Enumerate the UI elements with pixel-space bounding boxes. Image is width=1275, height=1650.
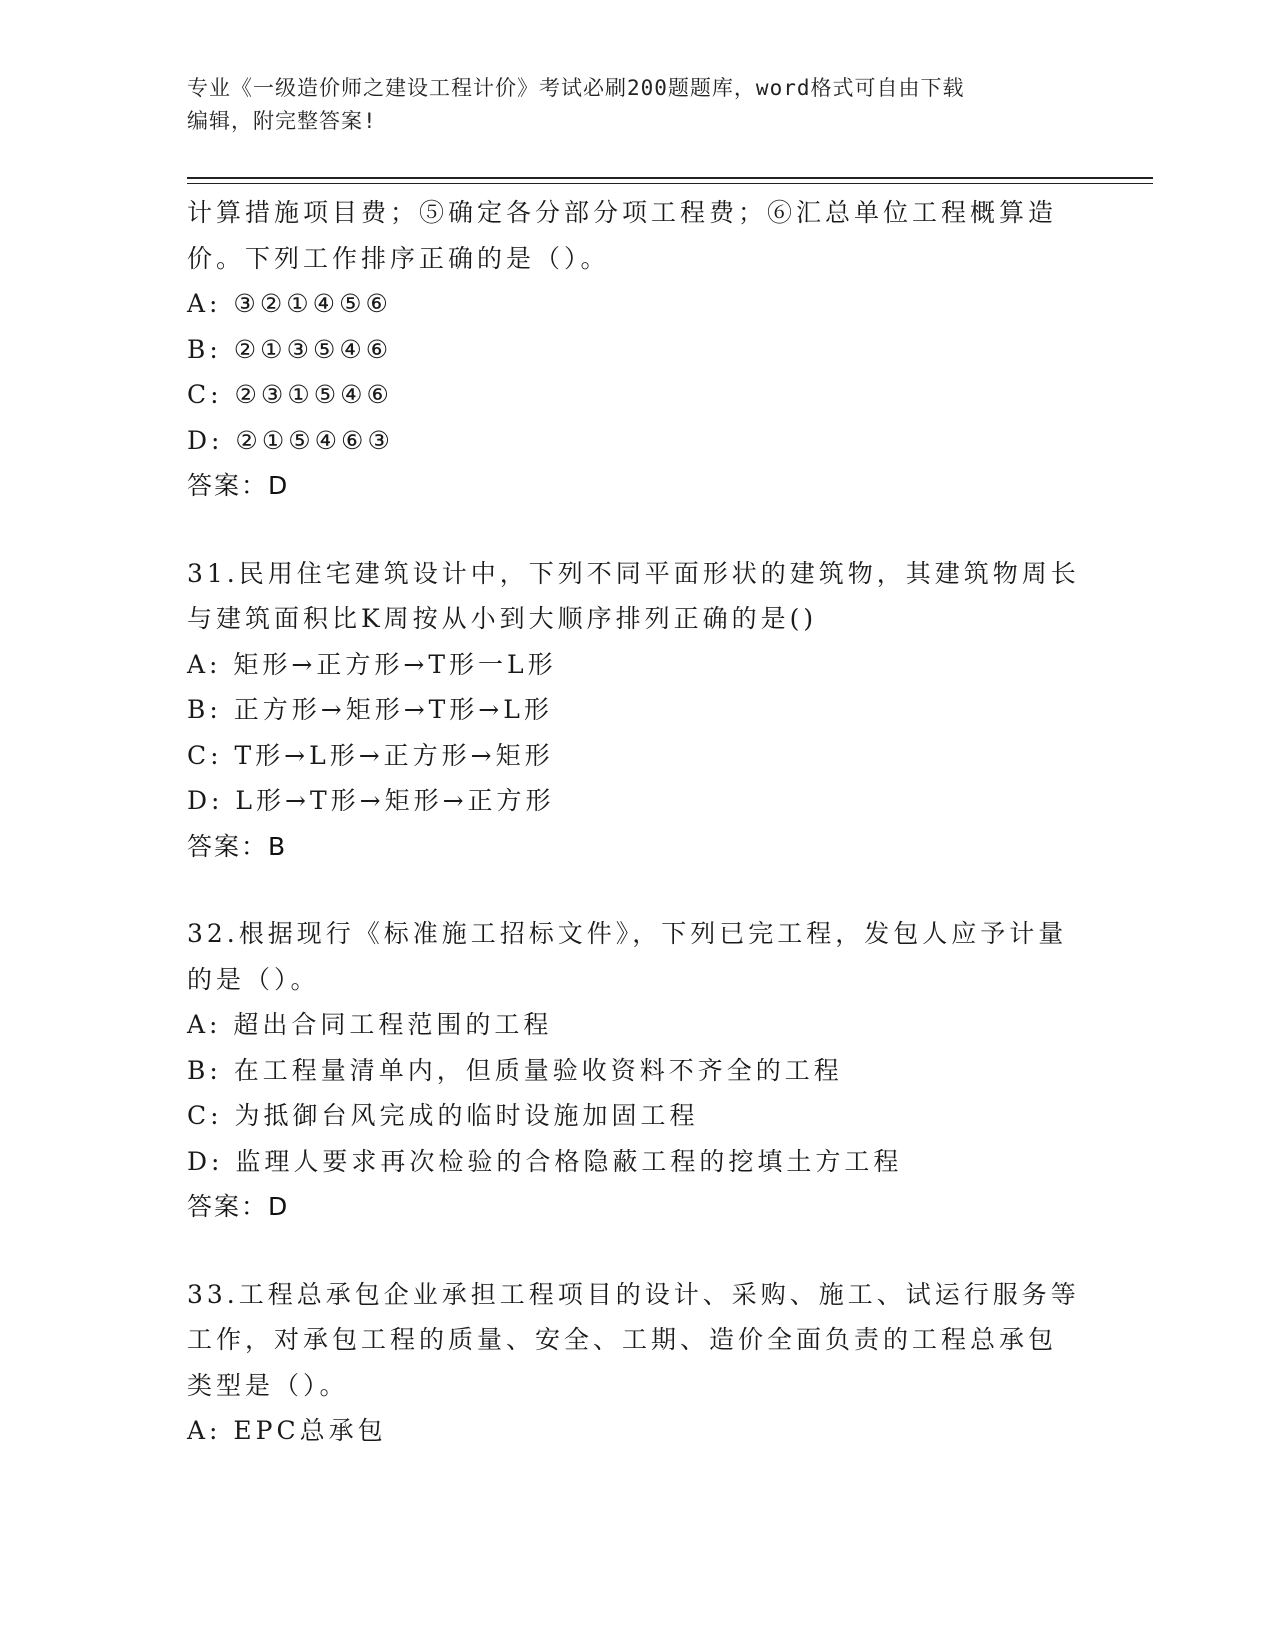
option-c: C: T形→L形→正方形→矩形 [187,740,554,770]
option-d: D: ②①⑤④⑥③ [187,425,394,455]
header-rule-thick [187,177,1153,179]
option-b: B: ②①③⑤④⑥ [187,334,393,364]
answer-line: 答案：D [187,1192,290,1221]
page-content [187,190,1087,1454]
option-b: B: 在工程量清单内，但质量验收资料不齐全的工程 [187,1055,843,1085]
header-rule-thin [187,183,1153,184]
question-30-continued [187,190,1087,509]
document-header [187,72,1067,138]
answer-line: 答案：D [187,471,290,500]
question-33 [187,1272,1087,1454]
question-32 [187,911,1087,1230]
header-line-2: 编辑，附完整答案! [187,109,377,133]
option-a: A: ③②①④⑤⑥ [187,289,392,318]
option-a: A: 矩形→正方形→T形一L形 [187,649,557,679]
question-stem-line: 类型是（）。 [187,1370,349,1400]
option-a: A: 超出合同工程范围的工程 [187,1010,553,1039]
question-31 [187,551,1087,870]
question-gap [187,509,1087,551]
option-b: B: 正方形→矩形→T形→L形 [187,695,553,724]
answer-line: 答案：B [187,831,288,861]
option-c: C: 为抵御台风完成的临时设施加固工程 [187,1101,699,1130]
question-stem-line: 计算措施项目费；⑤确定各分部分项工程费；⑥汇总单位工程概算造 [187,198,1058,227]
option-d: D: L形→T形→矩形→正方形 [187,786,555,815]
question-gap [187,869,1087,911]
question-stem-line: 的是（）。 [187,964,320,994]
question-stem-line: 价。下列工作排序正确的是（）。 [187,243,610,273]
header-line-1: 专业《一级造价师之建设工程计价》考试必刷200题题库，word格式可自由下载 [187,76,965,100]
question-gap [187,1230,1087,1272]
option-c: C: ②③①⑤④⑥ [187,380,393,409]
question-stem-line: 31.民用住宅建筑设计中，下列不同平面形状的建筑物，其建筑物周长 [187,558,1080,588]
question-stem-line: 32.根据现行《标准施工招标文件》，下列已完工程，发包人应予计量 [187,919,1068,948]
question-stem-line: 33.工程总承包企业承担工程项目的设计、采购、施工、试运行服务等 [187,1279,1080,1309]
question-stem-line: 与建筑面积比K周按从小到大顺序排列正确的是() [187,604,818,633]
option-a: A: EPC总承包 [187,1416,387,1445]
question-stem-line: 工作，对承包工程的质量、安全、工期、造价全面负责的工程总承包 [187,1325,1058,1354]
option-d: D: 监理人要求再次检验的合格隐蔽工程的挖填土方工程 [187,1146,903,1176]
